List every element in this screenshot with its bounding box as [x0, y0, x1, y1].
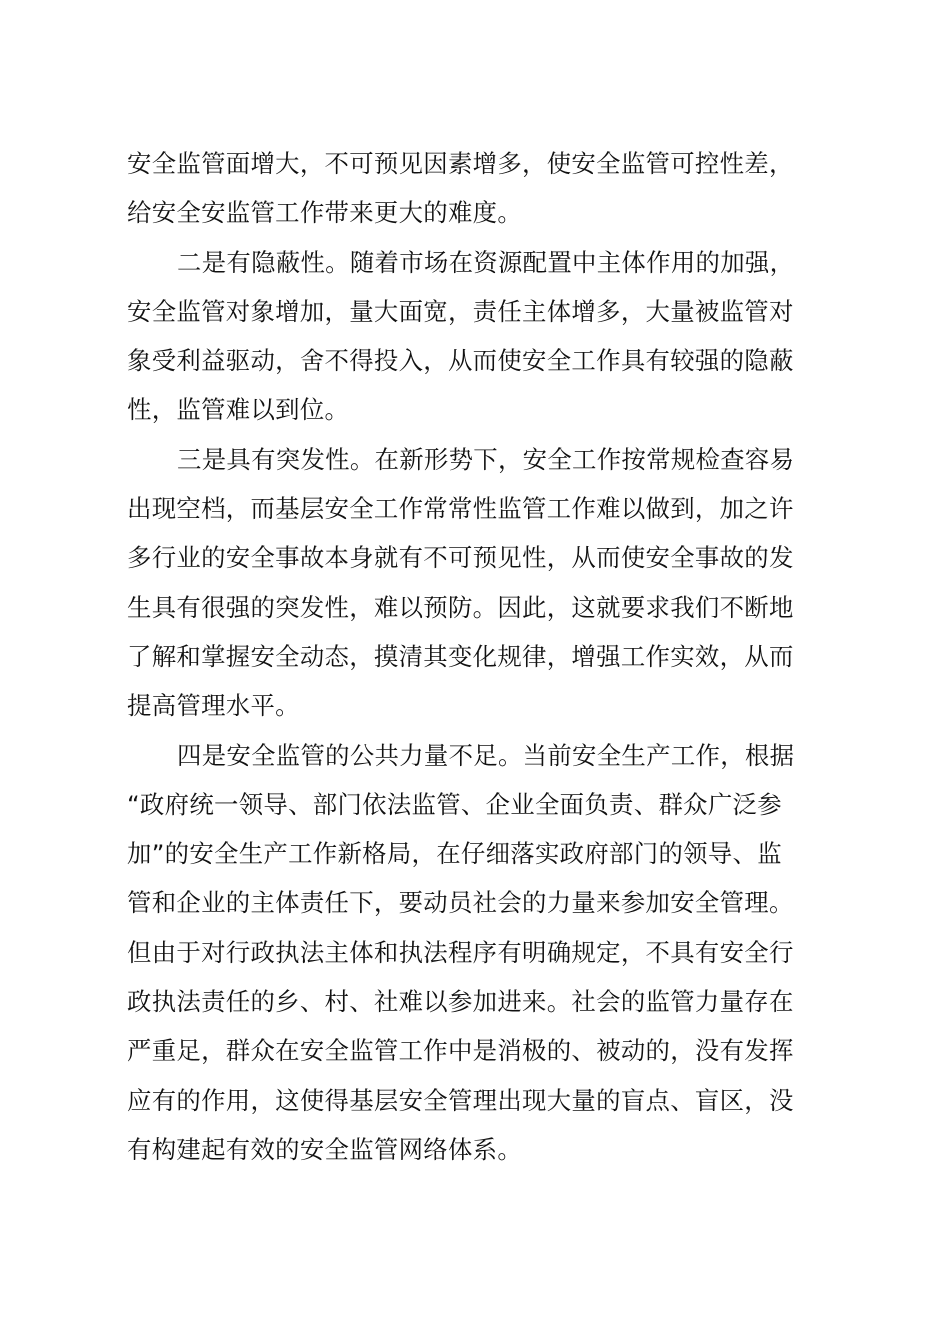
text-line: 提高管理水平。	[127, 691, 300, 721]
text-line: 生具有很强的突发性，难以预防。因此，这就要求我们不断地	[127, 592, 794, 622]
text-line: 应有的作用，这使得基层安全管理出现大量的盲点、盲区，没	[127, 1085, 794, 1115]
text-line: 但由于对行政执法主体和执法程序有明确规定，不具有安全行	[127, 937, 794, 967]
text-line: 出现空档，而基层安全工作常常性监管工作难以做到，加之许	[127, 494, 794, 524]
text-line: “政府统一领导、部门依法监管、企业全面负责、群众广泛参	[127, 789, 782, 819]
text-line: 安全监管对象增加，量大面宽，责任主体增多，大量被监管对	[127, 296, 794, 326]
text-line: 多行业的安全事故本身就有不可预见性，从而使安全事故的发	[127, 543, 794, 573]
text-line: 安全监管面增大，不可预见因素增多，使安全监管可控性差，	[127, 149, 794, 178]
text-line: 严重足，群众在安全监管工作中是消极的、被动的，没有发挥	[127, 1036, 794, 1066]
text-line: 象受利益驱动，舍不得投入，从而使安全工作具有较强的隐蔽	[127, 346, 794, 376]
text-line: 有构建起有效的安全监管网络体系。	[127, 1134, 523, 1164]
text-line: 性，监管难以到位。	[127, 395, 350, 425]
paragraph-start-line: 四是安全监管的公共力量不足。当前安全生产工作，根据	[177, 740, 795, 770]
text-line: 政执法责任的乡、村、社难以参加进来。社会的监管力量存在	[127, 987, 794, 1017]
text-line: 管和企业的主体责任下，要动员社会的力量来参加安全管理。	[127, 888, 794, 918]
paragraph-start-line: 三是具有突发性。在新形势下，安全工作按常规检查容易	[177, 444, 795, 474]
paragraph-start-line: 二是有隐蔽性。随着市场在资源配置中主体作用的加强，	[177, 247, 795, 277]
body-text	[127, 139, 827, 1174]
text-line: 给安全安监管工作带来更大的难度。	[127, 198, 523, 228]
text-line: 了解和掌握安全动态，摸清其变化规律，增强工作实效，从而	[127, 641, 794, 671]
text-line: 加”的安全生产工作新格局，在仔细落实政府部门的领导、监	[127, 839, 782, 869]
